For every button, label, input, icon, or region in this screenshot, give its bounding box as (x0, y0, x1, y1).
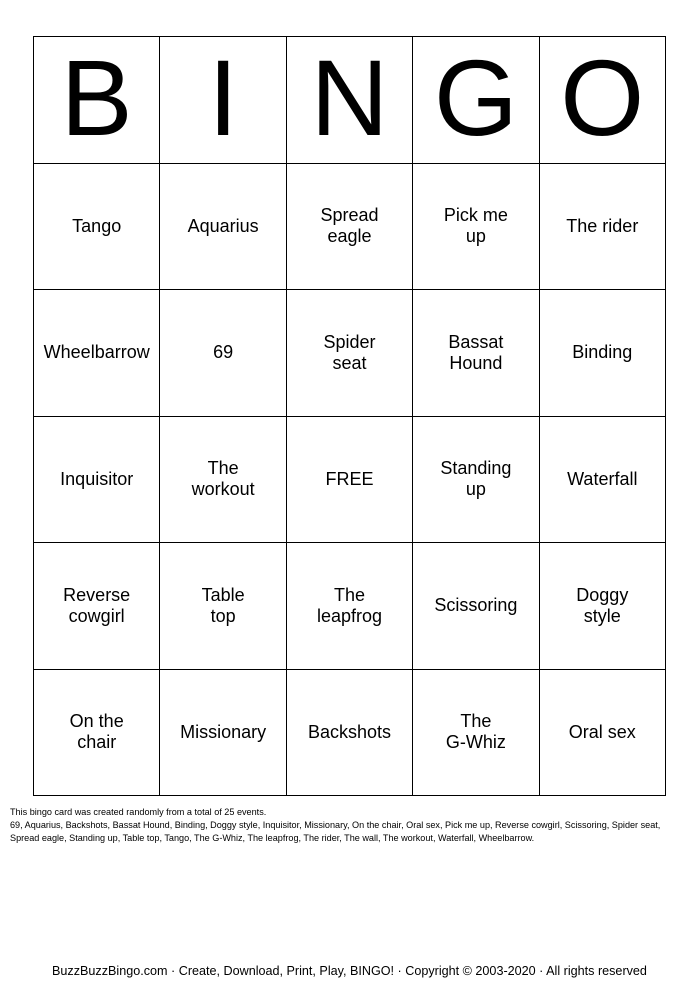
bingo-square: Oral sex (540, 670, 666, 797)
bingo-square: On the chair (34, 670, 160, 797)
bingo-square: Spider seat (287, 290, 413, 417)
bingo-card (33, 36, 666, 796)
header-letter-text: G (433, 37, 518, 158)
free-square: FREE (287, 417, 413, 544)
header-letter-n (287, 37, 413, 164)
header-letter-g (413, 37, 539, 164)
header-letter-o (540, 37, 666, 164)
header-letter-text: B (60, 37, 133, 158)
bingo-square: The leapfrog (287, 543, 413, 670)
bingo-square: Spread eagle (287, 164, 413, 291)
bingo-square: Inquisitor (34, 417, 160, 544)
bingo-square: Missionary (160, 670, 286, 797)
bingo-square: Reverse cowgirl (34, 543, 160, 670)
bingo-square: Table top (160, 543, 286, 670)
bingo-square: Tango (34, 164, 160, 291)
card-info (10, 806, 690, 845)
header-letter-text: I (208, 37, 239, 158)
bingo-square: Standing up (413, 417, 539, 544)
bingo-square: Waterfall (540, 417, 666, 544)
bingo-square: The rider (540, 164, 666, 291)
bingo-square: Pick me up (413, 164, 539, 291)
bingo-square: Scissoring (413, 543, 539, 670)
bingo-square: Bassat Hound (413, 290, 539, 417)
card-info-summary: This bingo card was created randomly from a total of 25 events. (10, 807, 267, 817)
header-letter-text: O (560, 37, 645, 158)
header-letter-b (34, 37, 160, 164)
bingo-square: Aquarius (160, 164, 286, 291)
bingo-square: The G-Whiz (413, 670, 539, 797)
bingo-square: Wheelbarrow (34, 290, 160, 417)
card-info-event-list: 69, Aquarius, Backshots, Bassat Hound, Binding, Doggy style, Inquisitor, Missionary, On the chair, Oral sex, Pick me up, Reverse cowgirl, Scissoring, Spider seat, Spread eagle, Standing up, Table top, Tango, The G-Whiz, The leapfrog, The rider, The wall, The workout, Waterfall, Wheelbarrow. (10, 820, 661, 843)
bingo-square: The workout (160, 417, 286, 544)
site-footer: BuzzBuzzBingo.com · Create, Download, Print, Play, BINGO! · Copyright © 2003-2020 · All rights reserved (52, 964, 647, 978)
bingo-square: 69 (160, 290, 286, 417)
bingo-square: Binding (540, 290, 666, 417)
header-letter-i (160, 37, 286, 164)
bingo-square: Backshots (287, 670, 413, 797)
bingo-square: Doggy style (540, 543, 666, 670)
header-letter-text: N (310, 37, 389, 158)
